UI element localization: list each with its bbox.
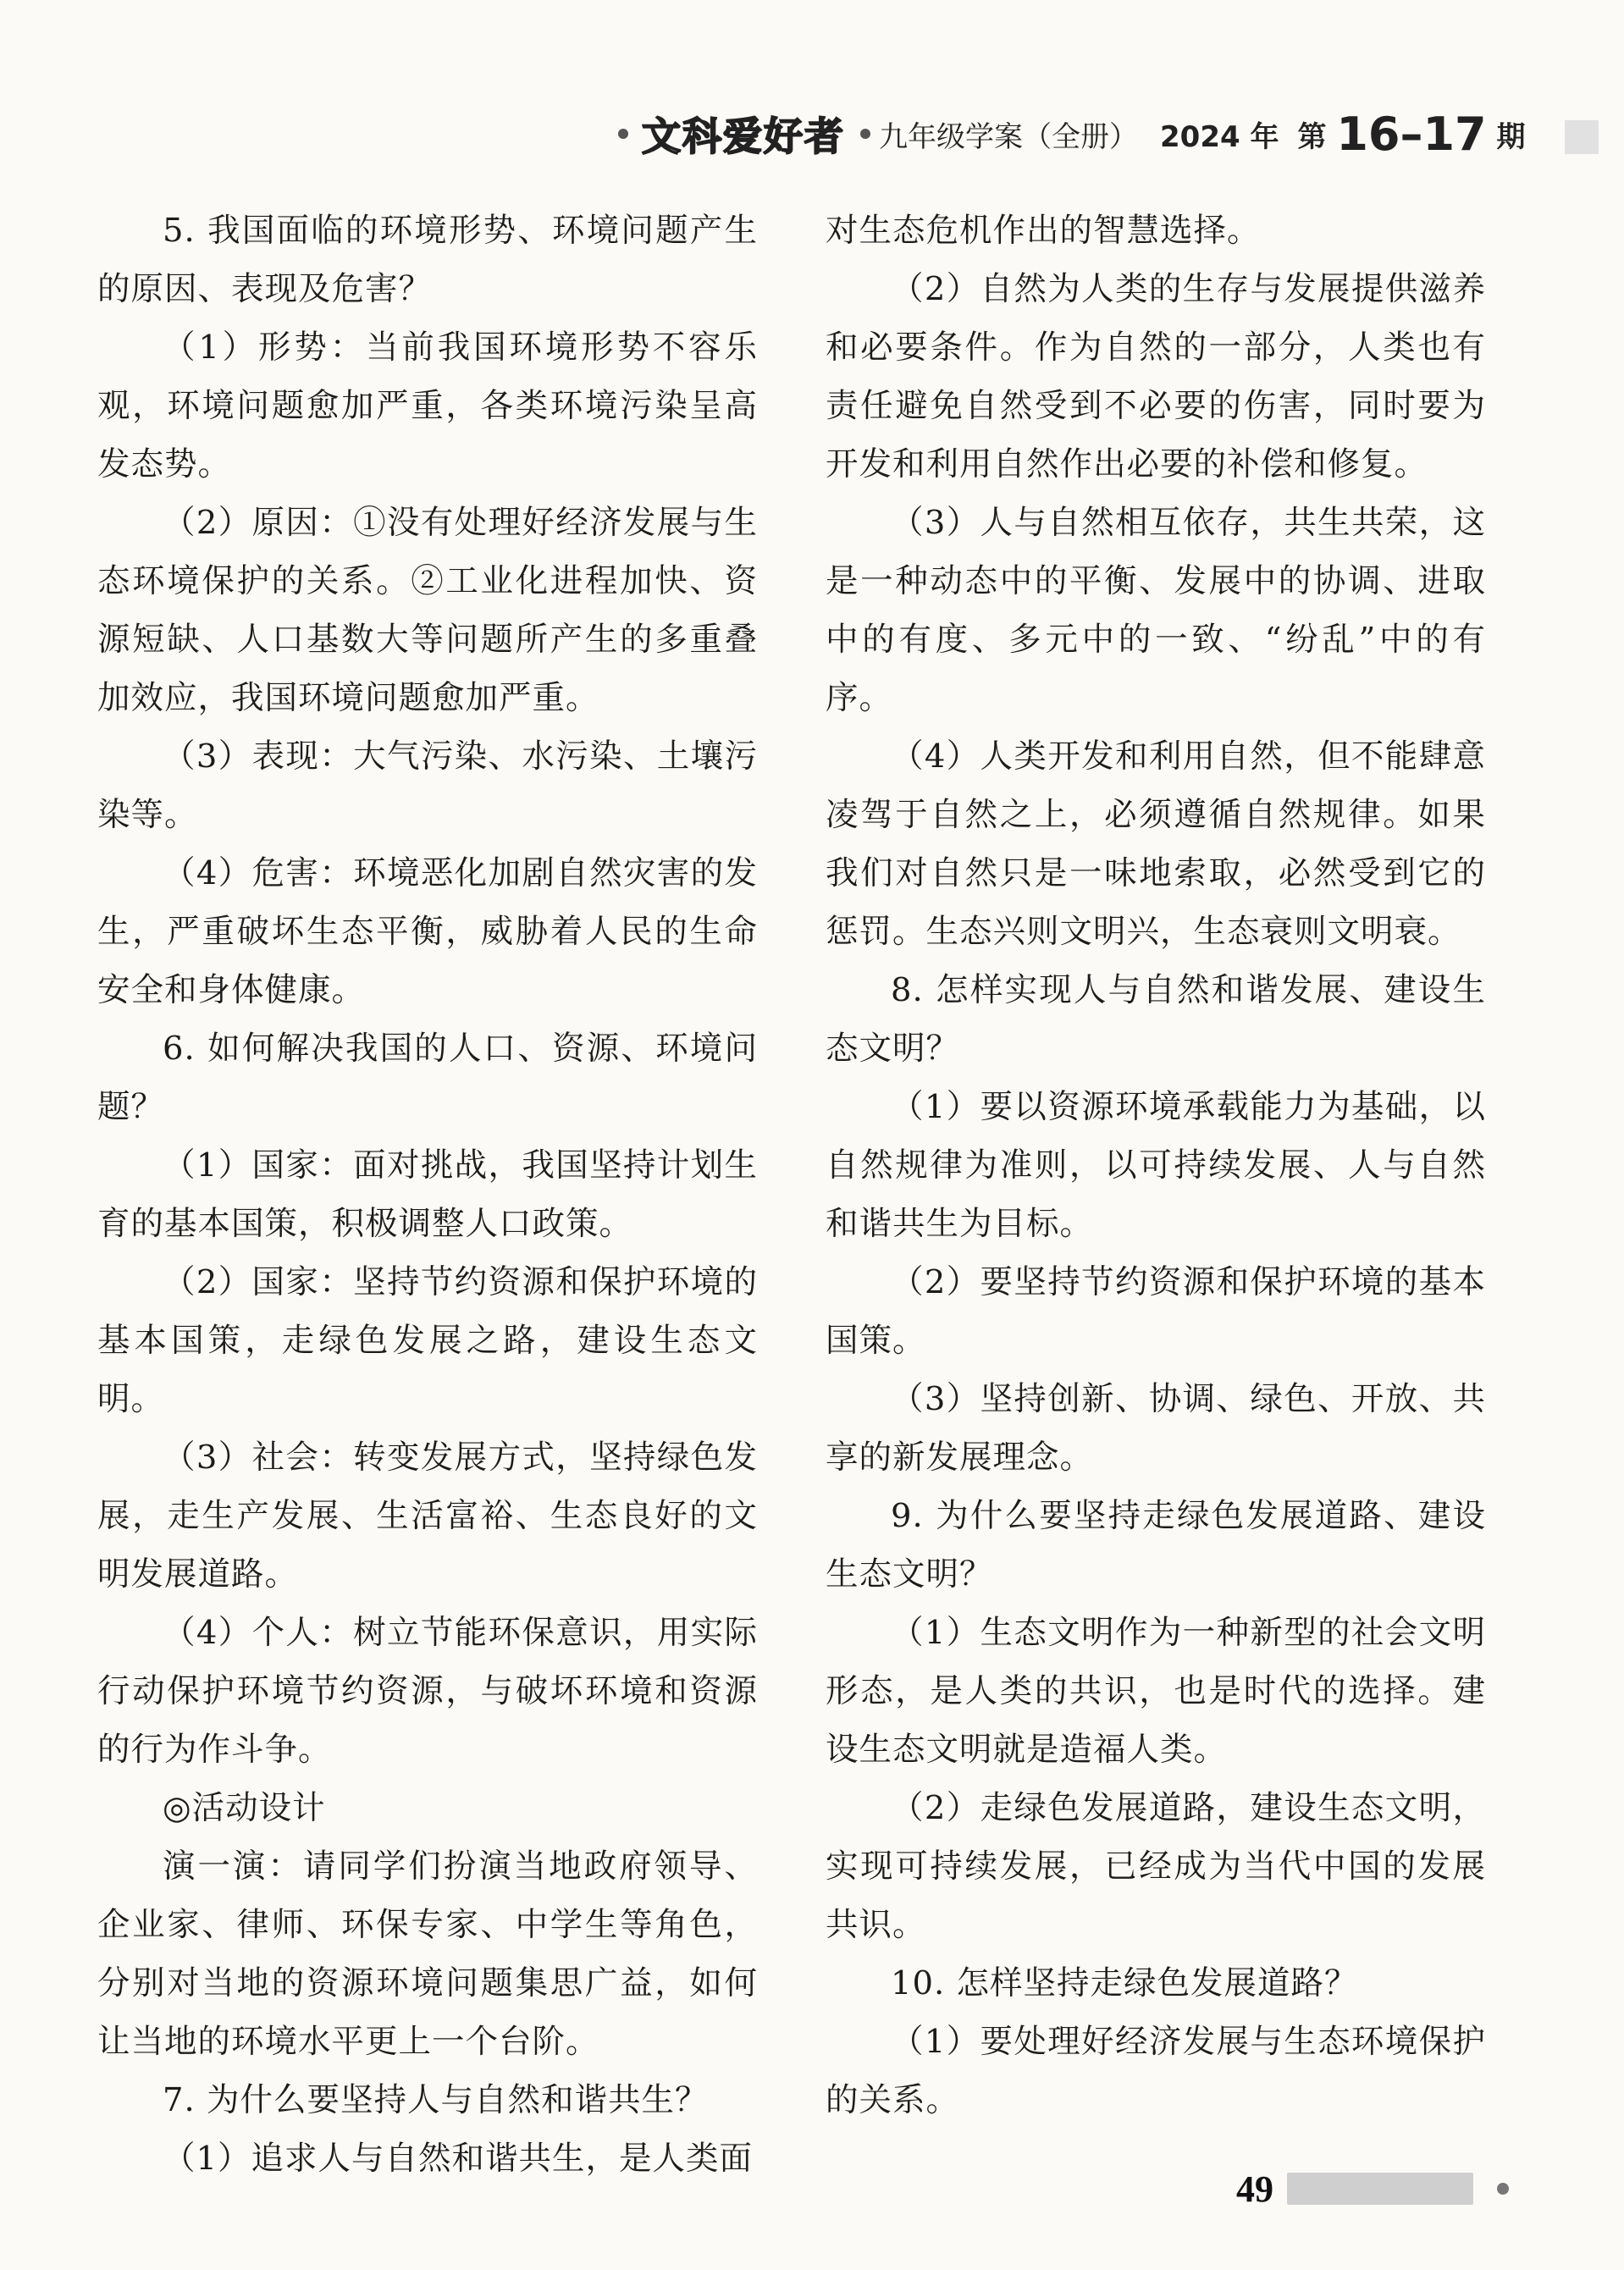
paragraph: （1）生态文明作为一种新型的社会文明形态，是人类的共识，也是时代的选择。建设生态文明就是造福人类。 — [826, 1614, 1486, 1769]
issue-suffix: 期 — [1496, 119, 1526, 154]
paragraph: （2）自然为人类的生存与发展提供滋养和必要条件。作为自然的一部分，人类也有责任避免自然受到不必要的伤害，同时要为开发和利用自然作出必要的补偿和修复。 — [826, 270, 1486, 483]
paragraph: （1）追求人与自然和谐共生，是人类面 — [163, 2140, 753, 2178]
paragraph: （2）国家：坚持节约资源和保护环境的基本国策，走绿色发展之路，建设生态文明。 — [97, 1263, 758, 1418]
paragraph: （2）原因：①没有处理好经济发展与生态环境保护的关系。②工业化进程加快、资源短缺、人口基数大等问题所产生的多重叠加效应，我国环境问题愈加严重。 — [97, 504, 758, 717]
paragraph: （3）社会：转变发展方式，坚持绿色发展，走生产发展、生活富裕、生态良好的文明发展道路。 — [97, 1439, 758, 1593]
paragraph: 演一演：请同学们扮演当地政府领导、企业家、律师、环保专家、中学生等角色，分别对当地的资源环境问题集思广益，如何让当地的环境水平更上一个台阶。 — [97, 1847, 758, 2061]
left-column — [97, 202, 758, 2188]
header-decoration — [1565, 120, 1599, 154]
paragraph: （4）人类开发和利用自然，但不能肆意凌驾于自然之上，必须遵循自然规律。如果我们对自然只是一味地索取，必然受到它的惩罚。生态兴则文明兴，生态衰则文明衰。 — [826, 737, 1486, 951]
paragraph: （3）坚持创新、协调、绿色、开放、共享的新发展理念。 — [826, 1380, 1486, 1477]
paragraph: （1）国家：面对挑战，我国坚持计划生育的基本国策，积极调整人口政策。 — [97, 1146, 758, 1243]
issue-label — [1297, 108, 1525, 161]
bullet-dot-icon — [618, 129, 628, 139]
paragraph: （2）要坚持节约资源和保护环境的基本国策。 — [826, 1263, 1486, 1360]
issue-number: 16–17 — [1336, 107, 1487, 161]
issue-prefix: 第 — [1297, 119, 1327, 154]
footer-dot-icon — [1497, 2183, 1509, 2195]
paragraph-continuation: 对生态危机作出的智慧选择。 — [826, 212, 1261, 250]
paragraph: （1）形势：当前我国环境形势不容乐观，环境问题愈加严重，各类环境污染呈高发态势。 — [97, 329, 758, 483]
question-heading: 9. 为什么要坚持走绿色发展道路、建设生态文明？ — [826, 1497, 1486, 1593]
paragraph: （4）个人：树立节能环保意识，用实际行动保护环境节约资源，与破坏环境和资源的行为作斗争。 — [97, 1614, 758, 1769]
year-label: 2024 年 — [1160, 119, 1279, 154]
question-heading: 7. 为什么要坚持人与自然和谐共生？ — [163, 2081, 709, 2119]
footer-decoration — [1287, 2173, 1473, 2205]
magazine-logo: 文科爱好者 — [642, 113, 845, 159]
edition-label: 九年级学案（全册） — [879, 119, 1138, 154]
page-number: 49 — [1236, 2168, 1273, 2210]
paragraph: （2）走绿色发展道路，建设生态文明，实现可持续发展，已经成为当代中国的发展共识。 — [826, 1789, 1486, 1944]
question-heading: 6. 如何解决我国的人口、资源、环境问题？ — [97, 1030, 758, 1126]
question-heading: 8. 怎样实现人与自然和谐发展、建设生态文明？ — [826, 971, 1486, 1068]
right-column — [826, 202, 1486, 2129]
question-heading: 10. 怎样坚持走绿色发展道路？ — [891, 1964, 1358, 2002]
page-footer — [1236, 2168, 1509, 2210]
question-heading: 5. 我国面临的环境形势、环境问题产生的原因、表现及危害？ — [97, 212, 758, 308]
page-header — [618, 108, 1592, 159]
section-heading: ◎活动设计 — [163, 1789, 326, 1827]
paragraph: （1）要处理好经济发展与生态环境保护的关系。 — [826, 2023, 1486, 2119]
paragraph: （3）表现：大气污染、水污染、土壤污染等。 — [97, 737, 758, 834]
bullet-dot-icon — [860, 129, 870, 139]
paragraph: （1）要以资源环境承载能力为基础，以自然规律为准则，以可持续发展、人与自然和谐共生为目标。 — [826, 1088, 1486, 1243]
paragraph: （4）危害：环境恶化加剧自然灾害的发生，严重破坏生态平衡，威胁着人民的生命安全和身体健康。 — [97, 854, 758, 1009]
paragraph: （3）人与自然相互依存，共生共荣，这是一种动态中的平衡、发展中的协调、进取中的有度、多元中的一致、“纷乱”中的有序。 — [826, 504, 1486, 717]
